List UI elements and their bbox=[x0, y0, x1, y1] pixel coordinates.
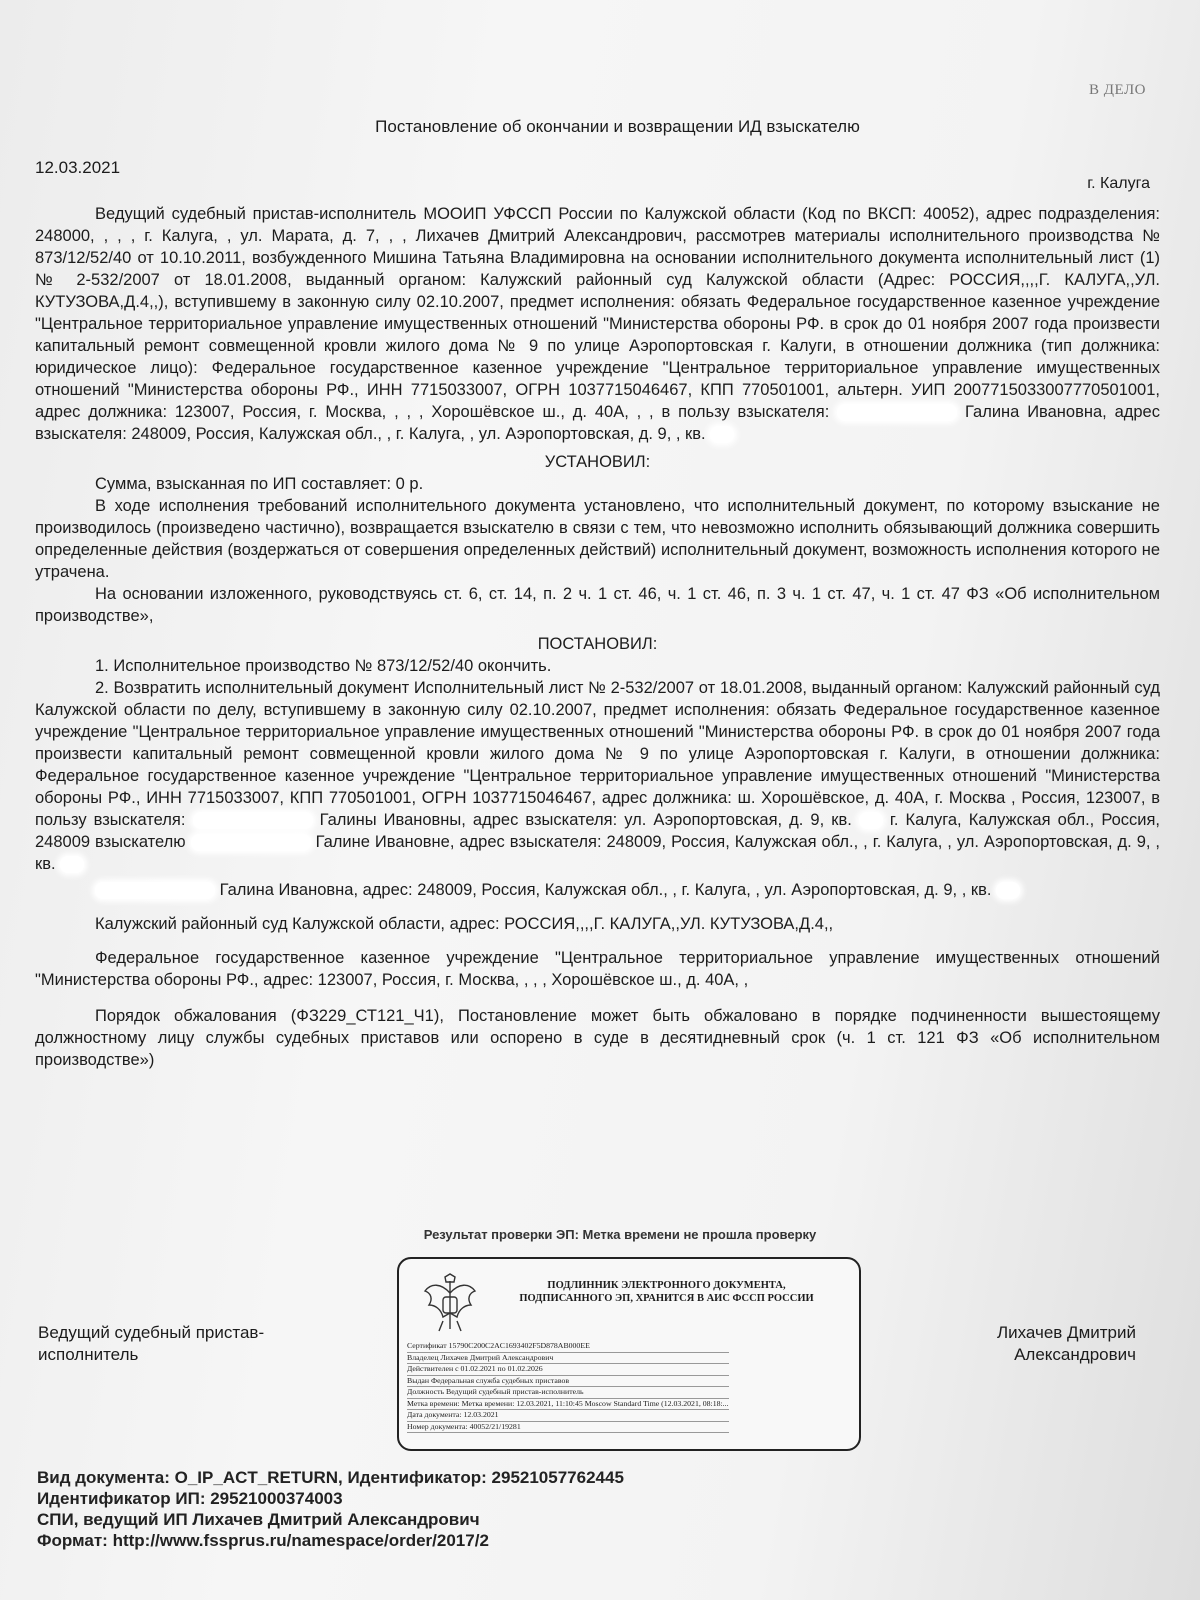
intro-paragraph: Ведущий судебный пристав-исполнитель МООИП УФССП России по Калужской области (Код по ВКСП: 40052), адрес подразделения: 248000, , , , г. Калуга, , ул. Марата, д. 7, , , Лихачев Дмитрий Александрович, рассмотрев материалы исполнительного производства № 873/12/52/40 от 10.10.2011, возбужденного Мишина Татьяна Владимировна на основании исполнительного документа исполнительный лист (1) № 2-532/2007 от 18.01.2008, выданный органом: Калужский районный суд Калужской области (Адрес: РОССИЯ,,,,Г. КАЛУГА,,УЛ. КУТУЗОВА,Д.4,,), вступившему в законную силу 02.10.2007, предмет исполнения: обязать Федеральное государственное казенное учреждение "Центральное территориальное управление имущественных отношений "Министерства обороны РФ. в срок до 01 ноября 2007 года произвести капитальный ремонт совмещенной кровли жилого дома № 9 по улице Аэропортовская г. Калуги, в отношении должника (тип должника: юридическое лицо): Федеральное государственное казенное учреждение "Центральное территориальное управление имущественных отношений "Министерства обороны РФ., ИНН 7715033007, ОГРН 1037715046467, КПП 770501001, альтерн. УИП 2007715033007770501001, адрес должника: 123007, Россия, г. Москва, , , , Хорошёвское ш., д. 40А, , , в пользу взыскателя: Галина Ивановна, адрес взыскателя: 248009, Россия, Калужская обл., , г. Калуга, , ул. Аэропортовская, д. 9, , кв. bbox=[35, 205, 1160, 443]
stamp-issuer: Выдан Федеральная служба судебных приставов bbox=[407, 1376, 729, 1388]
redaction-mark bbox=[95, 882, 215, 899]
document-title: Постановление об окончании и возвращении ИД взыскателю bbox=[375, 117, 860, 136]
stamp-doc-number: Номер документа: 40052/21/19281 bbox=[407, 1422, 729, 1434]
archive-stamp: В ДЕЛО bbox=[1089, 82, 1146, 98]
redaction-mark bbox=[837, 404, 957, 421]
stamp-owner: Владелец Лихачев Дмитрий Александрович bbox=[407, 1353, 729, 1365]
signature-check-result: Результат проверки ЭП: Метка времени не прошла проверку bbox=[423, 1227, 817, 1242]
redaction-mark bbox=[191, 834, 311, 851]
footer-format: Формат: http://www.fssprus.ru/namespace/order/2017/2 bbox=[37, 1531, 489, 1550]
signer-position: Ведущий судебный пристав- исполнитель bbox=[38, 1323, 265, 1364]
document-city: г. Калуга bbox=[1087, 175, 1150, 192]
heading-postanovil: ПОСТАНОВИЛ: bbox=[537, 635, 658, 653]
coat-of-arms-icon bbox=[421, 1273, 479, 1335]
decision-item-2: 2. Возвратить исполнительный документ Исполнительный лист № 2-532/2007 от 18.01.2008, выданный органом: Калужский районный суд Калужской области по делу, вступившему в законную силу 02.10.2007, предмет исполнения: обязать Федеральное государственное казенное учреждение "Центральное территориальное управление имущественных отношений "Министерства обороны РФ. в срок до 01 ноября 2007 года произвести капитальный ремонт совмещенной кровли жилого дома № 9 по улице Аэропортовская г. Калуги, в отношении должника: Федеральное государственное казенное учреждение "Центральное территориальное управление имущественных отношений "Министерства обороны РФ., ИНН 7715033007, КПП 770501001, ОГРН 1037715046467, адрес должника: ш. Хорошёвское, д. 40А, г. Москва , Россия, 123007, в пользу взыскателя: Галины Ивановны, адрес взыскателя: ул. Аэропортовская, д. 9, кв. г. Калуга, Калужская обл., Россия, 248009 взыскателю Галине Ивановне, адрес взыскателя: 248009, Россия, Калужская обл., , г. Калуга, , ул. Аэропортовская, д. 9, , кв. bbox=[35, 679, 1161, 873]
sum-line: Сумма, взысканная по ИП составляет: 0 р. bbox=[95, 475, 424, 493]
redaction-mark bbox=[859, 812, 883, 829]
appeal-procedure: Порядок обжалования (ФЗ229_СТ121_Ч1), Постановление может быть обжаловано в порядке подчиненности вышестоящему должностному лицу службы судебных приставов или оспорено в суде в десятидневный срок (ч. 1 ст. 121 ФЗ «Об исполнительном производстве») bbox=[35, 1007, 1160, 1069]
stamp-details bbox=[407, 1341, 729, 1433]
addressee-debtor: Федеральное государственное казенное учреждение "Центральное территориальное управление имущественных отношений "Министерства обороны РФ., адрес: 123007, Россия, г. Москва, , , , Хорошёвское ш., д. 40А, , bbox=[35, 949, 1160, 989]
redaction-mark bbox=[193, 812, 313, 829]
footer-ip-id: Идентификатор ИП: 29521000374003 bbox=[37, 1489, 343, 1508]
addressee-claimant: Галина Ивановна, адрес: 248009, Россия, Калужская обл., , г. Калуга, , ул. Аэропортовская, д. 9, , кв. bbox=[35, 879, 1160, 901]
footer-officer: СПИ, ведущий ИП Лихачев Дмитрий Александрович bbox=[37, 1510, 480, 1529]
stamp-timestamp: Метка времени: Метка времени: 12.03.2021, 11:10:45 Moscow Standard Time (12.03.2021, 08:18:... bbox=[407, 1399, 729, 1411]
document-date: 12.03.2021 bbox=[35, 158, 121, 177]
redaction-mark bbox=[60, 856, 84, 873]
stamp-heading: ПОДЛИННИК ЭЛЕКТРОННОГО ДОКУМЕНТА, ПОДПИСАННОГО ЭП, ХРАНИТСЯ В АИС ФССП РОССИИ bbox=[519, 1280, 814, 1304]
stamp-validity: Действителен с 01.02.2021 по 01.02.2026 bbox=[407, 1364, 729, 1376]
footer-doc-type: Вид документа: O_IP_ACT_RETURN, Идентификатор: 29521057762445 bbox=[37, 1468, 624, 1487]
legal-basis-paragraph: На основании изложенного, руководствуясь ст. 6, ст. 14, п. 2 ч. 1 ст. 46, ч. 1 ст. 46, п. 3 ч. 1 ст. 47, ч. 1 ст. 47 ФЗ «Об исполнительном производстве», bbox=[35, 585, 1160, 625]
stamp-position: Должность Ведущий судебный пристав-исполнитель bbox=[407, 1387, 729, 1399]
stamp-certificate: Сертификат 15790C200C2AC1693402F5D878AB000EE bbox=[407, 1341, 729, 1353]
document-body bbox=[35, 203, 1160, 1071]
decision-item-1: 1. Исполнительное производство № 873/12/52/40 окончить. bbox=[95, 657, 552, 675]
redaction-mark bbox=[996, 882, 1020, 899]
document-metadata-footer bbox=[37, 1467, 624, 1551]
stamp-doc-date: Дата документа: 12.03.2021 bbox=[407, 1410, 729, 1422]
heading-ustanovil: УСТАНОВИЛ: bbox=[544, 453, 651, 471]
redaction-mark bbox=[710, 426, 734, 443]
finding-paragraph: В ходе исполнения требований исполнительного документа установлено, что исполнительный документ, по которому взыскание не производилось (произведено частично), возвращается взыскателю в связи с тем, что невозможно исполнить обязывающий должника совершить определенные действия (воздержаться от совершения определенных действий) исполнительный документ, возможность исполнения которого не утрачена. bbox=[35, 497, 1160, 581]
signer-name: Лихачев Дмитрий Александрович bbox=[996, 1323, 1136, 1364]
electronic-signature-stamp bbox=[397, 1257, 861, 1451]
addressee-court: Калужский районный суд Калужской области, адрес: РОССИЯ,,,,Г. КАЛУГА,,УЛ. КУТУЗОВА,Д.4,, bbox=[95, 915, 834, 933]
